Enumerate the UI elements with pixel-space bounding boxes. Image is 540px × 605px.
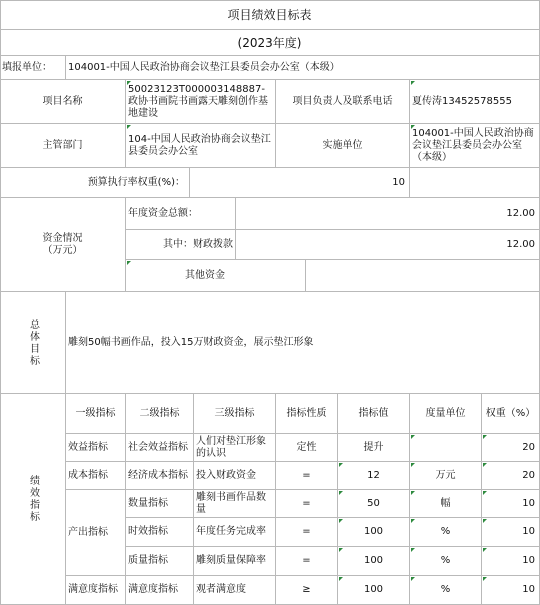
row-2-level3: 雕刻书画作品数量 [194,490,276,518]
budget-weight-label: 预算执行率权重(%)： [0,168,190,198]
row-4-value: 100 [338,547,410,576]
budget-weight-blank [410,168,540,198]
row-3-nature: = [276,518,338,547]
header-value: 指标值 [338,394,410,434]
impl-label: 实施单位 [276,124,410,168]
row-4-unit: % [410,547,482,576]
row-1-nature: = [276,462,338,490]
row-1-value: 12 [338,462,410,490]
contact-label: 项目负责人及联系电话 [276,80,410,124]
row-1-weight: 20 [482,462,540,490]
row-4-level2: 质量指标 [126,547,194,576]
row-3-weight: 10 [482,518,540,547]
header-level2: 二级指标 [126,394,194,434]
table-title: 项目绩效目标表 [0,0,540,30]
row-3-value: 100 [338,518,410,547]
row-5-level1: 满意度指标 [66,576,126,605]
row-4-level3: 雕刻质量保障率 [194,547,276,576]
perf-label: 绩效指标 [27,475,39,523]
header-level1: 一级指标 [66,394,126,434]
row-4-nature: = [276,547,338,576]
budget-weight-value: 10 [190,168,410,198]
unit-value: 104001-中国人民政治协商会议垫江县委员会办公室（本级） [66,56,540,80]
row-5-level3: 观者满意度 [194,576,276,605]
goal-label-cell [0,292,66,394]
row-2-level2: 数量指标 [126,490,194,518]
annual-total-label: 年度资金总额： [126,198,236,230]
row-3-level2: 时效指标 [126,518,194,547]
funds-label: 资金情况 （万元） [0,198,126,292]
row-2-unit: 幅 [410,490,482,518]
row-0-nature: 定性 [276,434,338,462]
row-0-level2: 社会效益指标 [126,434,194,462]
year-label: (2023年度) [0,30,540,56]
row-0-value: 提升 [338,434,410,462]
header-level3: 三级指标 [194,394,276,434]
goal-label: 总体目标 [27,318,39,367]
project-name-value: 50023123T000003148887-政协书画院书画露天雕刻创作基地建设 [126,80,276,124]
row-2-value: 50 [338,490,410,518]
header-nature: 指标性质 [276,394,338,434]
fiscal-value: 12.00 [236,230,540,260]
other-funds-label: 其他资金 [126,260,306,292]
row-1-level2: 经济成本指标 [126,462,194,490]
row-3-unit: % [410,518,482,547]
contact-value: 夏传涛13452578555 [410,80,540,124]
row-2-weight: 10 [482,490,540,518]
other-funds-value [306,260,540,292]
impl-value: 104001-中国人民政治协商会议垫江县委员会办公室（本级） [410,124,540,168]
goal-text: 雕刻50幅书画作品，投入15万财政资金，展示垫江形象 [66,292,540,394]
header-unit: 度量单位 [410,394,482,434]
row-5-weight: 10 [482,576,540,605]
row-1-unit: 万元 [410,462,482,490]
row-0-weight: 20 [482,434,540,462]
row-1-level1: 成本指标 [66,462,126,490]
row-0-unit [410,434,482,462]
project-name-label: 项目名称 [0,80,126,124]
row-5-nature: ≥ [276,576,338,605]
row-0-level3: 人们对垫江形象的认识 [194,434,276,462]
row-4-weight: 10 [482,547,540,576]
row-1-level3: 投入财政资金 [194,462,276,490]
dept-label: 主管部门 [0,124,126,168]
dept-value: 104-中国人民政治协商会议垫江县委员会办公室 [126,124,276,168]
header-weight: 权重（%） [482,394,540,434]
perf-label-cell [0,394,66,605]
row-5-unit: % [410,576,482,605]
row-5-value: 100 [338,576,410,605]
fiscal-label: 其中：财政拨款 [126,230,236,260]
row-5-level2: 满意度指标 [126,576,194,605]
annual-total-value: 12.00 [236,198,540,230]
row-2-level1: 产出指标 [66,490,126,576]
row-2-nature: = [276,490,338,518]
unit-label: 填报单位： [0,56,66,80]
row-0-level1: 效益指标 [66,434,126,462]
row-3-level3: 年度任务完成率 [194,518,276,547]
